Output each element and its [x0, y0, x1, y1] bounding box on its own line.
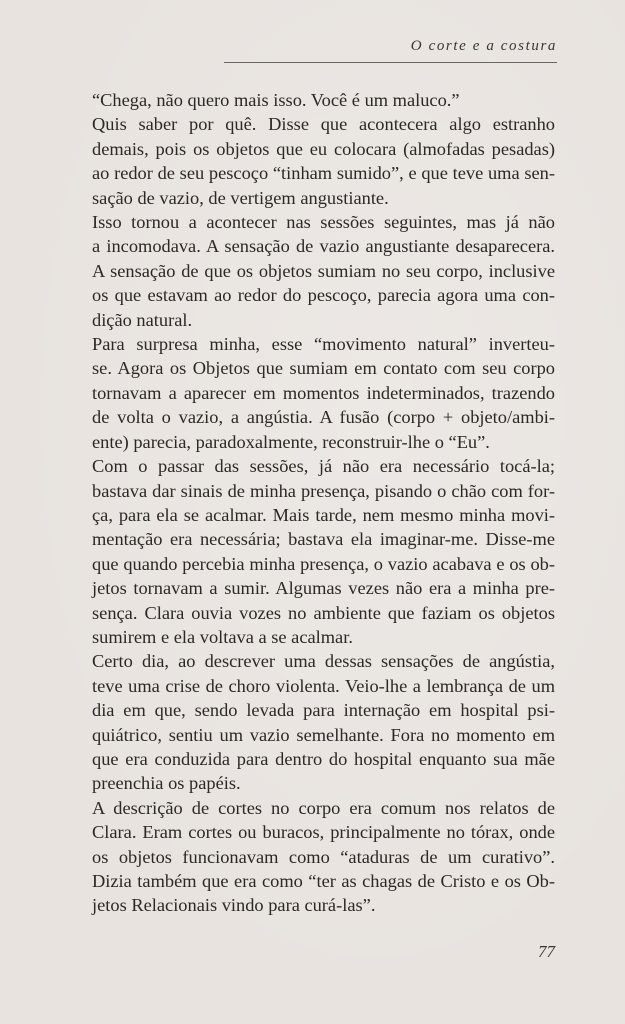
text-line: os objetos funcionavam como “ataduras de um curativo”.	[92, 846, 555, 867]
text-line: jetos tornavam a sumir. Algumas vezes não era a minha pre-	[92, 578, 555, 599]
text-line: A sensação de que os objetos sumiam no seu corpo, inclusive	[92, 260, 555, 281]
text-line: sumirem e ela voltava a se acalmar.	[92, 626, 353, 647]
text-line: dia em que, sendo levada para internação em hospital psi-	[92, 700, 555, 721]
text-line: bastava dar sinais de minha presença, pisando o chão com for-	[92, 480, 555, 501]
text-line: sação de vazio, de vertigem angustiante.	[92, 187, 389, 208]
header-rule	[224, 62, 557, 63]
text-line: Isso tornou a acontecer nas sessões seguintes, mas já não	[92, 212, 555, 233]
running-head: O corte e a costura	[410, 38, 557, 54]
text-line: que era conduzida para dentro do hospital enquanto sua mãe	[92, 748, 555, 769]
text-line: preenchia os papéis.	[92, 773, 241, 794]
text-line: tornavam a aparecer em momentos indeterminados, trazendo	[92, 382, 555, 403]
paragraph	[58, 88, 555, 112]
text-line: se. Agora os Objetos que sumiam em contato com seu corpo	[92, 358, 555, 379]
text-line: mentação era necessária; bastava ela imaginar-me. Disse-me	[92, 529, 555, 550]
body-text	[58, 88, 555, 918]
text-line: Com o passar das sessões, já não era necessário tocá-la;	[92, 456, 555, 477]
paragraph	[58, 454, 555, 649]
text-line: “Chega, não quero mais isso. Você é um maluco.”	[92, 90, 460, 110]
paragraph	[58, 332, 555, 454]
text-line: que quando percebia minha presença, o vazio acabava e os ob-	[92, 553, 555, 574]
paragraph	[58, 112, 555, 210]
text-line: A descrição de cortes no corpo era comum nos relatos de	[92, 797, 555, 818]
text-line: dição natural.	[92, 309, 193, 330]
paragraph	[58, 210, 555, 332]
text-line: demais, pois os objetos que eu colocara (almofadas pesadas)	[92, 138, 555, 159]
text-line: Dizia também que era como “ter as chagas de Cristo e os Ob-	[92, 871, 555, 891]
text-line: teve uma crise de choro violenta. Veio-lhe a lembrança de um	[92, 675, 555, 696]
text-line: ente) parecia, paradoxalmente, reconstruir-lhe o “Eu”.	[92, 431, 490, 452]
paragraph	[58, 649, 555, 795]
text-line: quiátrico, sentiu um vazio semelhante. Fora no momento em	[92, 724, 555, 745]
text-line: os que estavam ao redor do pescoço, parecia agora uma con-	[92, 285, 555, 306]
text-line: ao redor de seu pescoço “tinham sumido”, e que teve uma sen-	[92, 163, 555, 184]
text-line: a incomodava. A sensação de vazio angustiante desaparecera.	[92, 236, 555, 257]
text-line: sença. Clara ouvia vozes no ambiente que faziam os objetos	[92, 602, 555, 623]
paragraph	[58, 796, 555, 918]
text-line: Certo dia, ao descrever uma dessas sensações de angústia,	[92, 651, 555, 672]
text-line: Para surpresa minha, esse “movimento natural” inverteu-	[92, 334, 555, 355]
page-number: 77	[538, 942, 555, 961]
text-line: jetos Relacionais vindo para curá-las”.	[92, 895, 376, 916]
text-line: de volta o vazio, a angústia. A fusão (corpo + objeto/ambi-	[92, 407, 555, 428]
text-line: ça, para ela se acalmar. Mais tarde, nem mesmo minha movi-	[92, 504, 555, 525]
text-line: Clara. Eram cortes ou buracos, principalmente no tórax, onde	[92, 822, 555, 843]
text-line: Quis saber por quê. Disse que acontecera algo estranho	[92, 114, 555, 135]
